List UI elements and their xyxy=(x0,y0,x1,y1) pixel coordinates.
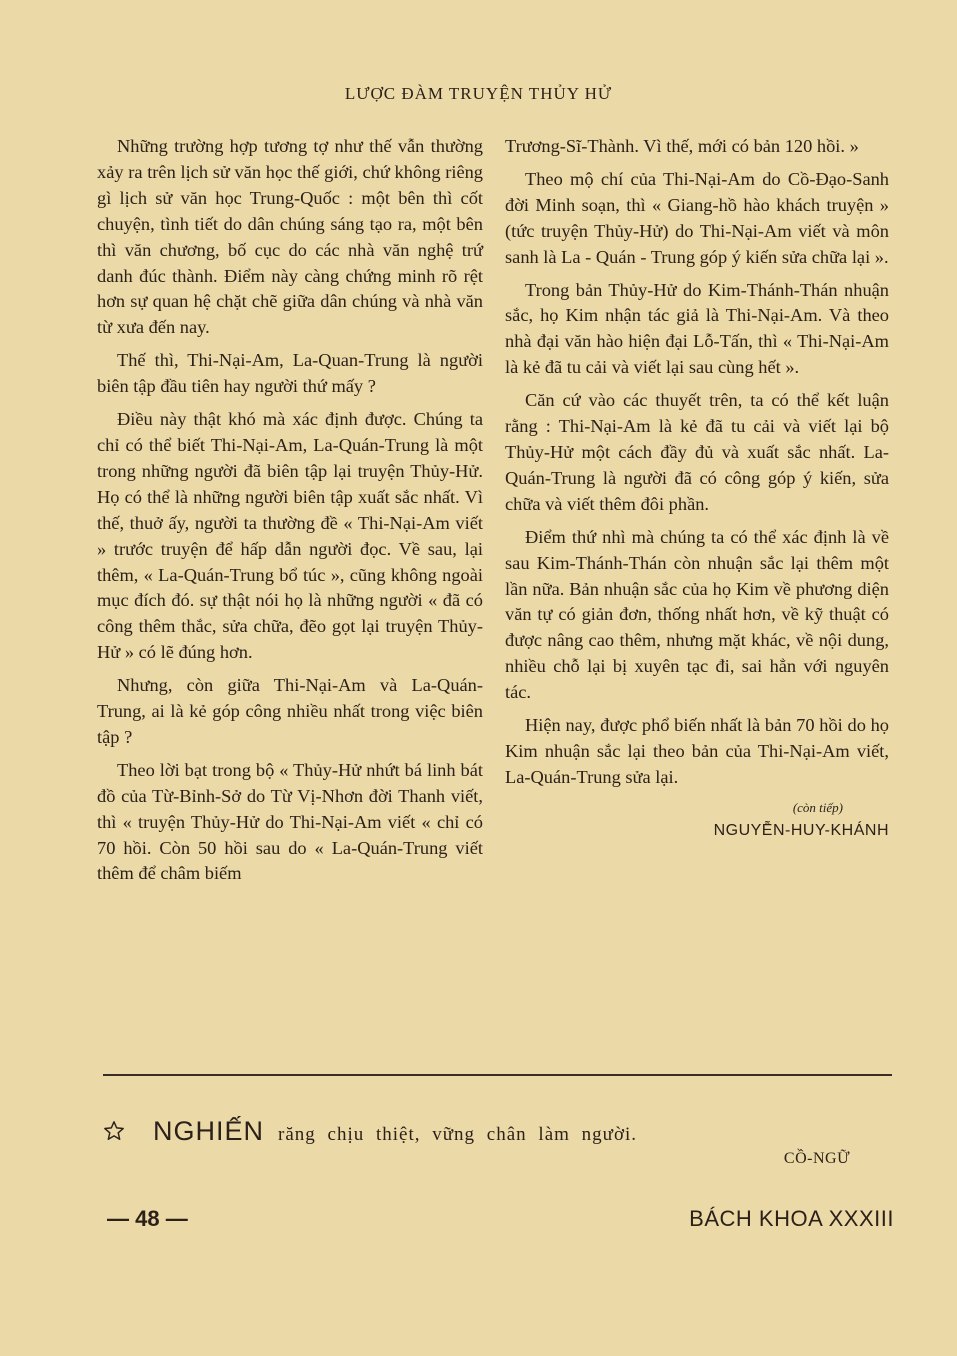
paragraph: Trong bản Thủy-Hử do Kim-Thánh-Thán nhuận sắc, họ Kim nhận tác giả là Thi-Nại-Am. Và theo nhà đại văn hào hiện đại Lỗ-Tấn, thì « Thi-Nại-Am là kẻ đã tu cải và viết lại sau cùng hết ». xyxy=(505,279,889,378)
paragraph: Nhưng, còn giữa Thi-Nại-Am và La-Quán-Trung, ai là kẻ góp công nhiều nhất trong việc biên tập ? xyxy=(97,675,483,747)
page-footer xyxy=(0,1206,957,1236)
continued-note: (còn tiếp) xyxy=(792,799,843,815)
magazine-issue: BÁCH KHOA XXXIII xyxy=(689,1206,894,1231)
right-column xyxy=(505,134,889,841)
paragraph: Căn cứ vào các thuyết trên, ta có thể kết luận rằng : Thi-Nại-Am là kẻ đã tu cải và viết lại bộ Thủy-Hử một cách đầy đủ và xuất sắc nhất. La-Quán-Trung là người đã có công góp ý kiến, sửa chữa và viết thêm đôi phần. xyxy=(505,390,889,514)
page-number: — 48 — xyxy=(107,1206,188,1231)
paragraph: Những trường hợp tương tợ như thế vẫn thường xảy ra trên lịch sử văn học thế giới, chứ không riêng gì lịch sử văn học Trung-Quốc : một bên thì cốt chuyện, tình tiết do dân chúng sáng tạo ra, một bên thì văn chương, bố cục do các nhà văn nghệ trứ danh đúc thành. Điểm này càng chứng minh rõ rệt hơn sự quan hệ chặt chẽ giữa dân chúng và nhà văn từ xưa đến nay. xyxy=(97,136,483,338)
divider-rule xyxy=(103,1074,892,1076)
paragraph: Điều này thật khó mà xác định được. Chúng ta chỉ có thể biết Thi-Nại-Am, La-Quán-Trung là một trong những người đã biên tập lại truyện Thủy-Hử. Họ có thể là những người biên tập xuất sắc nhất. Vì thế, thuở ấy, người ta thường đề « Thi-Nại-Am viết » trước truyện để hấp dẫn người đọc. Về sau, lại thêm, « La-Quán-Trung bổ túc », cũng không ngoài mục đích đó. sự thật nói họ là những người « đã có công thêm thắc, sửa chữa, đẽo gọt lại truyện Thủy-Hử » có lẽ đúng hơn. xyxy=(97,409,483,663)
paragraph: Điểm thứ nhì mà chúng ta có thể xác định là về sau Kim-Thánh-Thán còn nhuận sắc lại thêm một lần nữa. Bản nhuận sắc của họ Kim về phương diện văn tự có giản đơn, thống nhất hơn, về kỹ thuật có được nâng cao thêm, nhưng mặt khác, về nội dung, nhiều chỗ lại bị xuyên tạc đi, sai hẳn với nguyên tác. xyxy=(505,526,889,703)
running-title: LƯỢC ĐÀM TRUYỆN THỦY HỬ xyxy=(344,84,613,103)
paragraph-continuation: Trương-Sĩ-Thành. Vì thế, mới có bản 120 hồi. » xyxy=(505,136,859,156)
paragraph: Theo lời bạt trong bộ « Thủy-Hử nhứt bá linh bát đồ của Từ-Bỉnh-Sở do Từ Vị-Nhơn đời Thanh viết, thì « truyện Thủy-Hử do Thi-Nại-Am viết « chỉ có 70 hồi. Còn 50 hồi sau do « La-Quán-Trung viết thêm để châm biếm xyxy=(97,759,483,884)
left-column xyxy=(97,134,483,894)
paragraph: Hiện nay, được phổ biến nhất là bản 70 hồi do họ Kim nhuận sắc lại theo bản của Thi-Nại-Am viết, La-Quán-Trung sửa lại. xyxy=(505,715,889,787)
proverb-source: CỒ-NGỮ xyxy=(783,1150,850,1167)
author-byline: NGUYỄN-HUY-KHÁNH xyxy=(713,821,889,839)
proverb xyxy=(103,1116,892,1150)
proverb-text: răng chịu thiệt, vững chân làm người. xyxy=(278,1124,638,1145)
star-outline-icon xyxy=(103,1120,125,1142)
paragraph: Theo mộ chí của Thi-Nại-Am do Cồ-Đạo-Sanh đời Minh soạn, thì « Giang-hồ hào khách truyện » (tức truyện Thủy-Hử) do Thi-Nại-Am viết và môn sanh là La - Quán - Trung góp ý kiến sửa chữa lại ». xyxy=(505,168,889,267)
paragraph: Thế thì, Thi-Nại-Am, La-Quan-Trung là người biên tập đầu tiên hay người thứ mấy ? xyxy=(97,350,483,397)
proverb-first-word: NGHIẾN xyxy=(153,1116,265,1146)
